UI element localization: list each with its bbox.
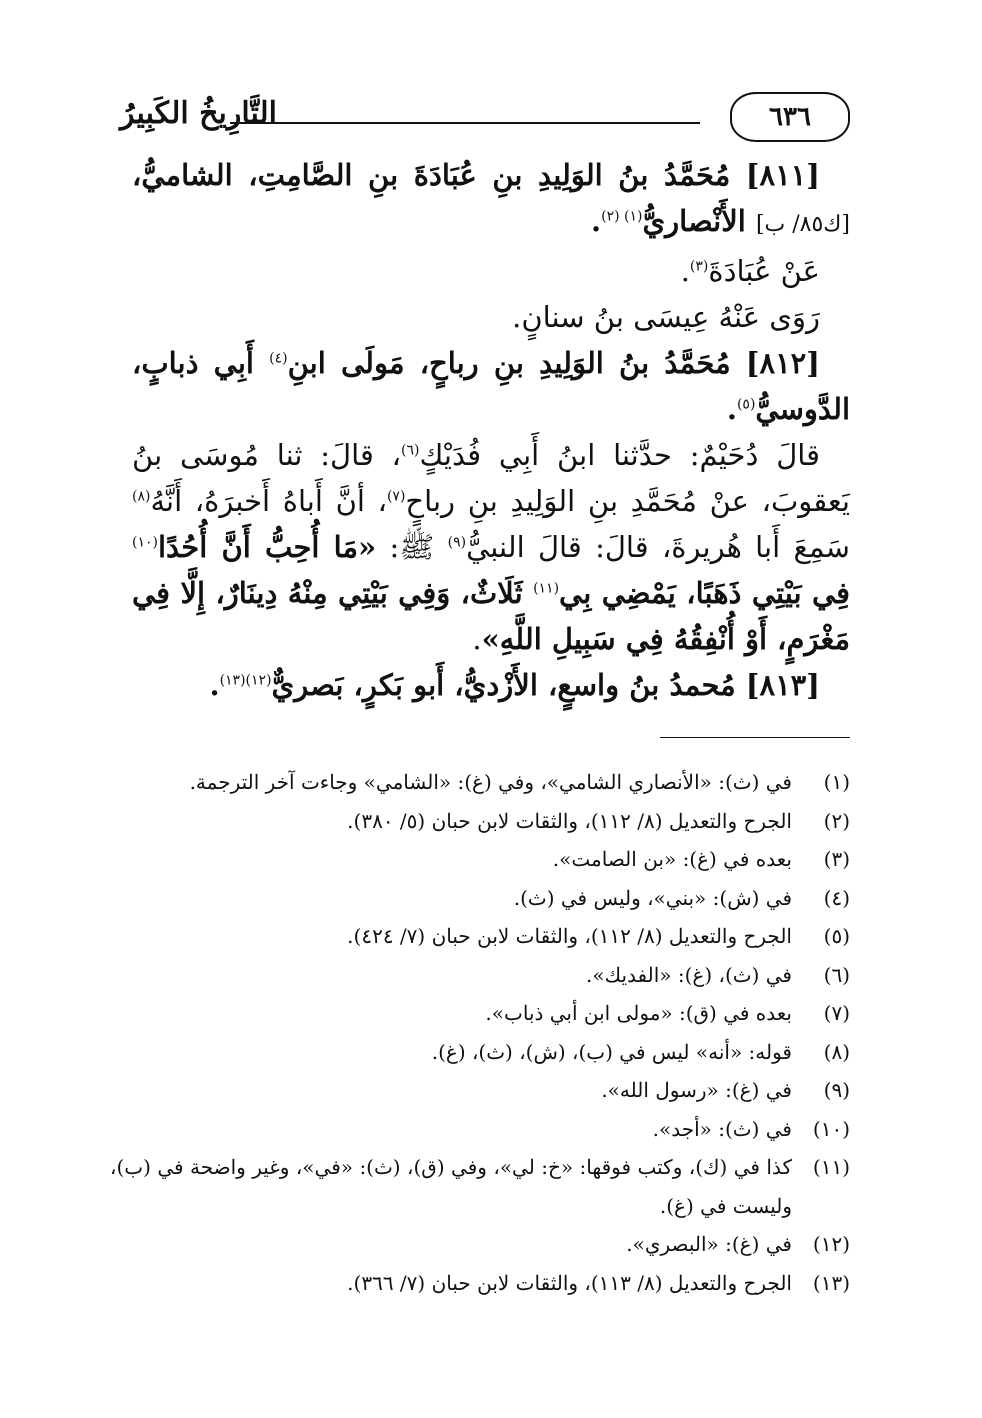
entry-813-heading: [٨١٣] مُحمدُ بنُ واسعٍ، الأَزْديُّ، أَبو بَكرٍ، بَصريٌّ$^{(١٢)(١٣)}$. — [209, 668, 820, 702]
running-title: التَّارِيخُ الكَبِيرُ — [120, 96, 278, 131]
hadith-text: «مَا أُحِبُّ أَنَّ أُحُدًا$^{(١٠)}$ فِي بَيْتِي ذَهَبًا، يَمْضِي بِي$^{(١١)}$ ثَلَاثٌ، وَفِي بَيْتِي مِنْهُ دِينَارٌ، إِلَّا فِي مَغْرَمٍ، أَوْ أُنْفِقُهُ فِي سَبِيلِ اللَّهِ» — [132, 530, 850, 656]
footnote-text: في (ش): «بني»، وليس في (ث). — [513, 885, 792, 910]
footnote-ref: (٦) — [401, 442, 420, 459]
footnote — [110, 917, 850, 956]
footnote-text: الجرح والتعديل (٨/ ١١٢)، والثقات لابن حبان (٥/ ٣٨٠). — [347, 808, 792, 833]
footnote-ref: (٤) — [269, 350, 288, 367]
entry-811-narrator: رَوَى عَنْهُ عِيسَى بنُ سنانٍ. — [512, 300, 820, 334]
footnote-number: (٥) — [823, 924, 850, 948]
header-rule — [230, 122, 700, 124]
entry-811-heading: [٨١١] مُحَمَّدُ بنُ الوَلِيدِ بنِ عُبَادَةَ بنِ الصَّامِتِ، الشاميُّ، [ك٨٥/ ب] الأَنْصاريُّ$^{(١) (٢)}$. — [132, 158, 850, 238]
footnote-number: (٢) — [823, 808, 850, 833]
page-header — [120, 88, 850, 148]
footnote-text: بعده في (غ): «بن الصامت». — [552, 847, 792, 871]
manuscript-ref: [ك٨٥/ ب] — [755, 212, 850, 237]
footnote-text: في (غ): «رسول الله». — [601, 1078, 792, 1102]
footnote-number: (١١) — [812, 1155, 850, 1179]
entry-812-text: قالَ دُحَيْمٌ: حدَّثنا ابنُ أَبِي فُدَيْكٍ$^{(٦)}$، قالَ: ثنا مُوسَى بنُ يَعقوبَ، عنْ مُحَمَّدِ بنِ الوَلِيدِ بنِ رباحٍ$^{(٧)}$، أنَّ أَباهُ أَخبرَهُ، أَنَّهُ$^{(٨)}$ سَمِعَ أَبا هُريرةَ، قالَ: قالَ النبيُّ$^{(٩)}$ ﷺ: «مَا أُحِبُّ أَنَّ أُحُدًا$^{(١٠)}$ فِي بَيْتِي ذَهَبًا، يَمْضِي بِي$^{(١١)}$ ثَلَاثٌ، وَفِي بَيْتِي مِنْهُ دِينَارٌ، إِلَّا فِي مَغْرَمٍ، أَوْ أُنْفِقُهُ فِي سَبِيلِ اللَّهِ». — [132, 438, 850, 656]
footnote-text: كذا في (ك)، وكتب فوقها: «خ: لي»، وفي (ق)، (ث): «في»، وغير واضحة في (ب)، وليست في (غ). — [110, 1155, 792, 1218]
footnote-number: (٣) — [823, 847, 850, 871]
footnote-ref: (٥) — [736, 396, 756, 413]
footnote-number: (١٣) — [812, 1270, 850, 1295]
footnote-number: (٩) — [823, 1078, 850, 1102]
footnote-ref: (١٢)(١٣) — [219, 672, 272, 689]
entry-811-from: عَنْ عُبَادَةَ$^{(٣)}$. — [680, 254, 820, 288]
footnote — [110, 1110, 850, 1149]
footnote-number: (١٢) — [812, 1232, 850, 1256]
page-number-badge: ٦٣٦ — [730, 92, 850, 142]
footnote-number: (٧) — [823, 1001, 850, 1025]
footnote — [110, 840, 850, 879]
footnote — [110, 763, 850, 802]
main-text — [132, 152, 850, 708]
footnotes — [110, 763, 850, 1302]
footnote-ref: (١) (٢) — [601, 208, 643, 225]
footnote-separator — [660, 737, 850, 738]
footnote-ref: (٩) — [447, 534, 467, 551]
footnote-text: الجرح والتعديل (٨/ ١١٣)، والثقات لابن حبان (٧/ ٣٦٦). — [347, 1270, 792, 1295]
footnote — [110, 1225, 850, 1264]
footnote-number: (١) — [823, 770, 850, 794]
footnote-text: في (ث): «أجد». — [652, 1116, 792, 1141]
footnote — [110, 956, 850, 995]
footnote-ref: (٨) — [132, 488, 151, 505]
footnote — [110, 994, 850, 1033]
footnote — [110, 1264, 850, 1303]
footnote-text: بعده في (ق): «مولى ابن أبي ذباب». — [485, 1001, 792, 1025]
footnote — [110, 1033, 850, 1072]
footnote-text: في (ث)، (غ): «الفديك». — [586, 962, 792, 987]
footnote-ref: (٧) — [386, 488, 406, 505]
footnote-number: (٨) — [823, 1039, 850, 1064]
footnote-number: (١٠) — [812, 1116, 850, 1141]
footnote-text: قوله: «أنه» ليس في (ب)، (ش)، (ث)، (غ). — [431, 1039, 792, 1064]
footnote-ref: (٣) — [689, 258, 709, 275]
footnote-ref: (١١) — [533, 580, 560, 597]
footnote-number: (٤) — [823, 885, 850, 910]
entry-812-heading: [٨١٢] مُحَمَّدُ بنُ الوَلِيدِ بنِ رباحٍ، مَولَى ابنِ$^{(٤)}$ أَبِي ذبابٍ، الدَّوسيُّ$^{(٥)}$. — [132, 346, 850, 426]
footnote-text: في (غ): «البصري». — [626, 1232, 792, 1256]
footnote-text: في (ث): «الأنصاري الشامي»، وفي (غ): «الشامي» وجاءت آخر الترجمة. — [189, 770, 792, 794]
footnote-text: الجرح والتعديل (٨/ ١١٢)، والثقات لابن حبان (٧/ ٤٢٤). — [347, 924, 792, 948]
footnote-number: (٦) — [823, 962, 850, 987]
footnote — [110, 879, 850, 918]
footnote — [110, 1071, 850, 1110]
footnote-ref: (١٠) — [132, 534, 158, 551]
footnote — [110, 802, 850, 841]
footnote — [110, 1148, 850, 1225]
